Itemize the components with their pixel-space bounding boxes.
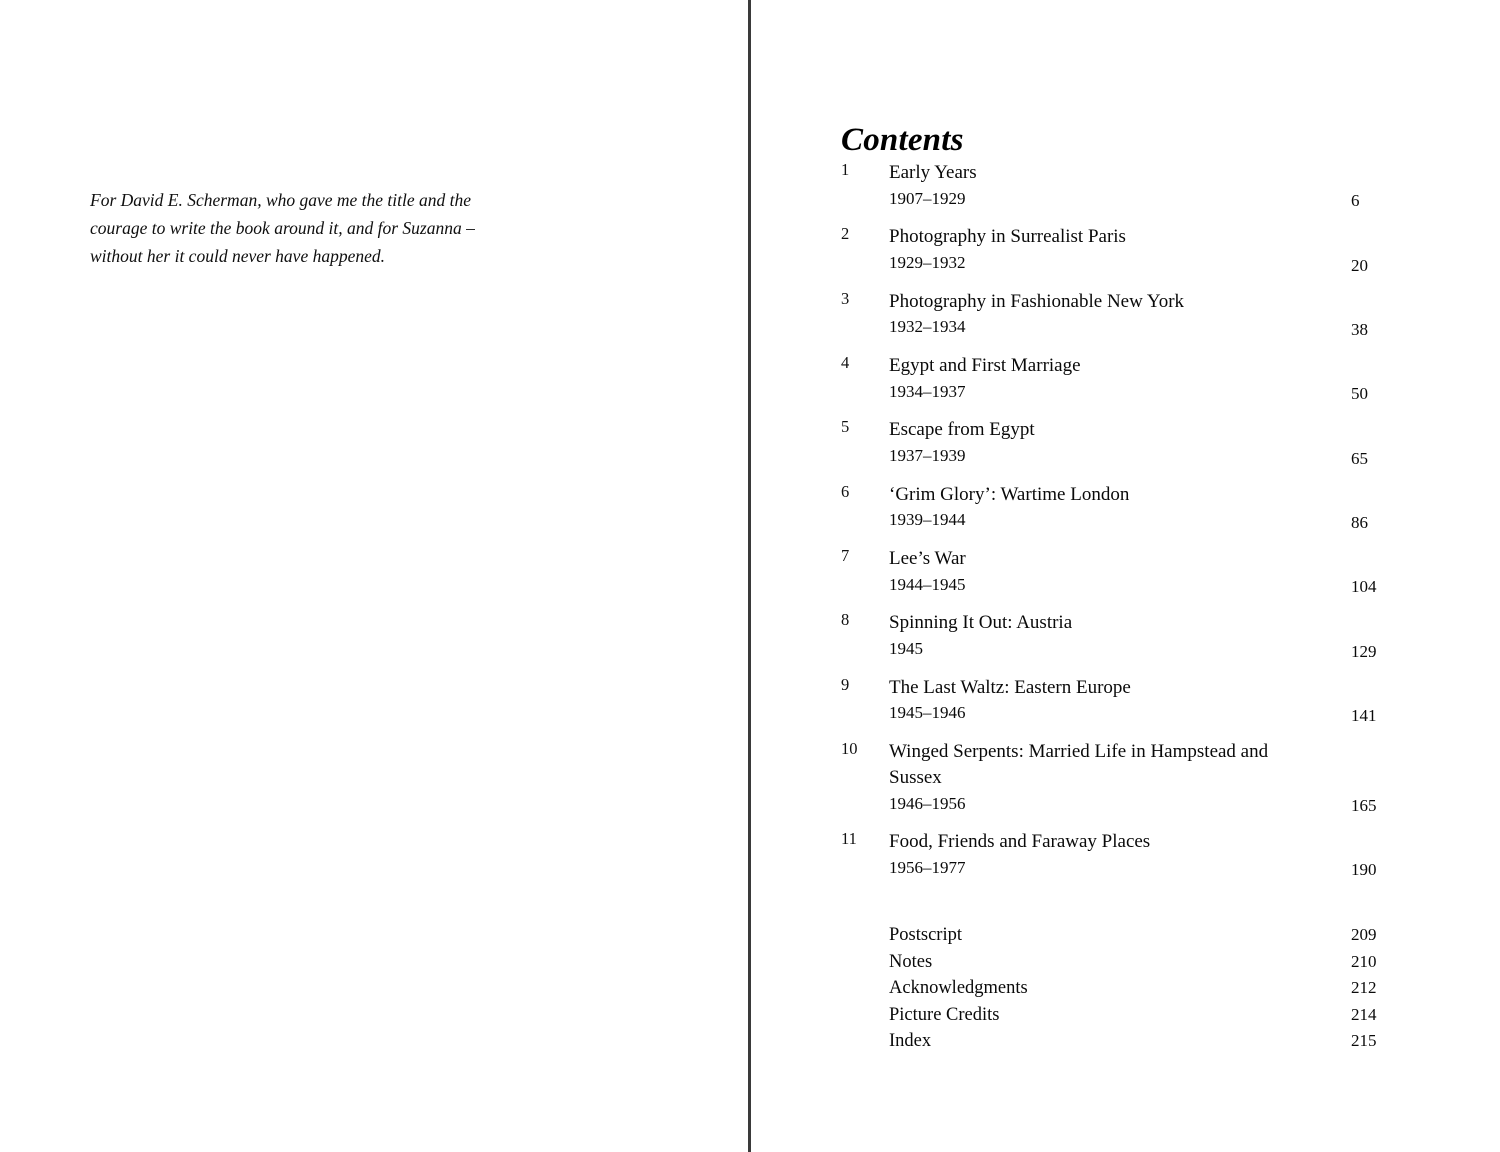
toc-chapter-number: 9 (841, 674, 850, 694)
toc-chapter-number: 4 (841, 352, 850, 372)
toc-chapter-title: Egypt and First Marriage (889, 354, 1081, 376)
toc-chapter-number: 1 (841, 160, 850, 179)
toc-chapter-number: 6 (841, 481, 850, 501)
toc-chapter-number: 5 (841, 417, 850, 437)
toc-chapter-years: 1907–1929 (889, 188, 966, 208)
list-item[interactable] (889, 978, 1411, 1005)
toc-chapter-title: Spinning It Out: Austria (889, 612, 1073, 634)
toc-entry[interactable] (841, 289, 1411, 340)
toc-chapter-number: 7 (841, 545, 850, 565)
toc-chapter-number: 2 (841, 224, 850, 244)
toc-page-number: 20 (1351, 255, 1368, 275)
toc-chapter-title: Escape from Egypt (889, 419, 1035, 441)
toc-entry[interactable] (841, 417, 1411, 468)
toc-chapter-years: 1945–1946 (889, 703, 966, 723)
toc-chapter-title: Food, Friends and Faraway Places (889, 831, 1151, 853)
toc-chapter-years: 1956–1977 (889, 857, 966, 877)
toc-page-number: 129 (1351, 641, 1377, 661)
toc-chapter-number: 8 (841, 610, 850, 630)
left-page (0, 0, 748, 1152)
page-title: Contents (841, 122, 964, 159)
toc-chapter-years: 1934–1937 (889, 381, 966, 401)
toc-entry[interactable] (841, 482, 1411, 533)
back-matter-label: Notes (889, 951, 933, 972)
toc-entry[interactable] (841, 610, 1411, 661)
list-item[interactable] (889, 952, 1411, 979)
toc-entry[interactable] (841, 353, 1411, 404)
toc-page-number: 104 (1351, 577, 1377, 597)
toc-page-number: 65 (1351, 448, 1368, 468)
toc-chapter-number: 3 (841, 288, 850, 308)
back-matter-label: Postscript (889, 925, 962, 945)
toc-page-number: 141 (1351, 705, 1377, 725)
toc-chapter-title: ‘Grim Glory’: Wartime London (889, 483, 1130, 505)
toc-page-number: 165 (1351, 796, 1377, 816)
toc-page-number: 190 (1351, 860, 1377, 880)
toc-chapter-years: 1944–1945 (889, 574, 966, 594)
back-matter-page-number: 214 (1351, 1004, 1377, 1024)
back-matter-page-number: 210 (1351, 951, 1377, 971)
toc-entry[interactable] (841, 829, 1411, 880)
toc-chapter-title: Early Years (889, 162, 977, 183)
list-item[interactable] (889, 1005, 1411, 1032)
toc-page-number: 86 (1351, 512, 1368, 532)
toc-entry[interactable] (841, 224, 1411, 275)
toc-entry[interactable] (841, 739, 1411, 816)
list-item[interactable] (889, 925, 1411, 952)
toc-chapter-number: 10 (841, 738, 858, 758)
toc-chapter-years: 1939–1944 (889, 510, 966, 530)
back-matter-page-number: 215 (1351, 1031, 1377, 1050)
back-matter-label: Index (889, 1031, 932, 1051)
toc-entry[interactable] (841, 160, 1411, 211)
toc-page-number: 38 (1351, 319, 1368, 339)
table-of-contents (841, 160, 1411, 893)
toc-chapter-years: 1946–1956 (889, 793, 966, 813)
list-item[interactable] (889, 1031, 1411, 1058)
back-matter-label: Picture Credits (889, 1004, 1000, 1025)
toc-chapter-title: The Last Waltz: Eastern Europe (889, 676, 1131, 698)
toc-chapter-years: 1929–1932 (889, 253, 966, 273)
toc-chapter-number: 11 (841, 829, 857, 849)
toc-chapter-title: Lee’s War (889, 547, 966, 569)
back-matter-label: Acknowledgments (889, 978, 1028, 998)
toc-chapter-title: Photography in Fashionable New York (889, 290, 1185, 312)
toc-chapter-title: Photography in Surrealist Paris (889, 226, 1126, 248)
back-matter-page-number: 209 (1351, 925, 1377, 944)
toc-chapter-title: Winged Serpents: Married Life in Hampstead and Sussex (889, 740, 1269, 788)
toc-chapter-years: 1945 (889, 639, 923, 659)
back-matter-list (889, 925, 1411, 1058)
toc-chapter-years: 1932–1934 (889, 317, 966, 337)
toc-entry[interactable] (841, 546, 1411, 597)
toc-page-number: 50 (1351, 384, 1368, 404)
back-matter-page-number: 212 (1351, 978, 1377, 997)
dedication-text: For David E. Scherman, who gave me the title and the courage to write the book around it, and for Suzanna – without her it could never have happened. (90, 189, 475, 267)
right-page (751, 0, 1500, 1152)
toc-entry[interactable] (841, 675, 1411, 726)
toc-chapter-years: 1937–1939 (889, 446, 966, 466)
toc-page-number: 6 (1351, 191, 1360, 211)
